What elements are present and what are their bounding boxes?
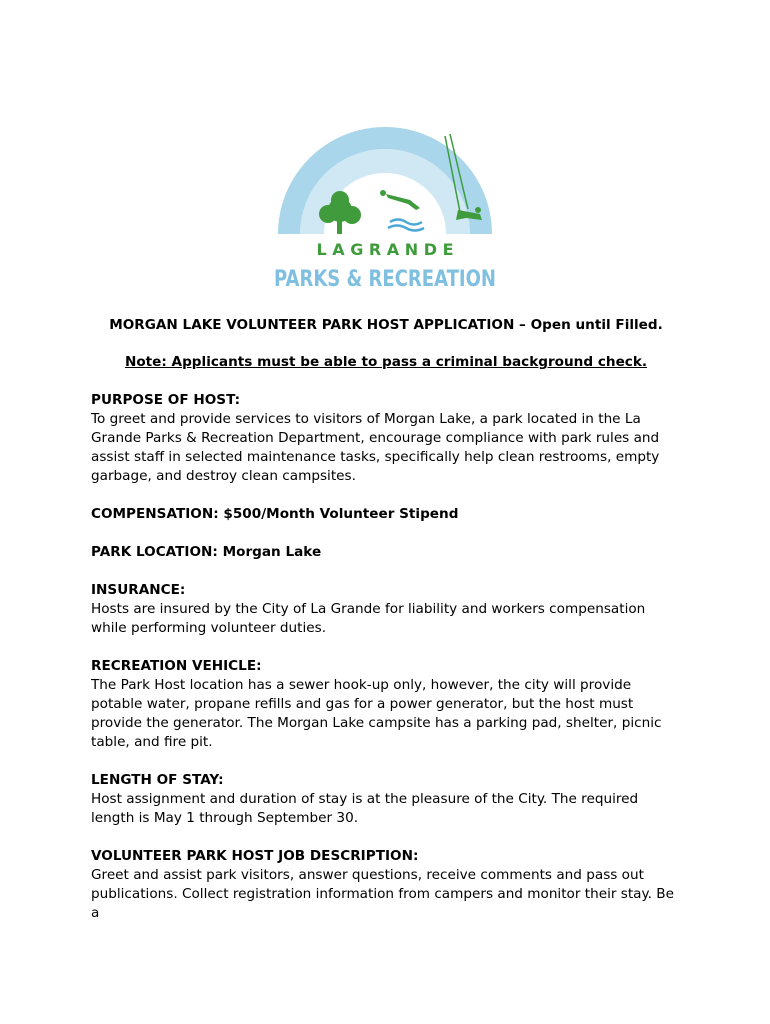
- parks-logo-graphic: [270, 114, 500, 294]
- rv-text: The Park Host location has a sewer hook-up only, however, the city will provide potable water, propane refills and gas for a power generator, but the host must provide the generator. The Morgan Lake campsite has a parking pad, shelter, picnic table, and fire pit.: [91, 677, 662, 750]
- diver-icon: [380, 190, 420, 210]
- rv-section: [91, 657, 681, 752]
- document-body: [91, 316, 681, 923]
- purpose-heading: PURPOSE OF HOST:: [91, 392, 241, 408]
- job-section: [91, 847, 681, 923]
- stay-text: Host assignment and duration of stay is at the pleasure of the City. The required length is May 1 through September 30.: [91, 791, 639, 826]
- stay-section: [91, 771, 681, 828]
- document-title: MORGAN LAKE VOLUNTEER PARK HOST APPLICATION – Open until Filled.: [109, 317, 663, 333]
- logo-line2: PARKS & RECREATION: [274, 267, 496, 292]
- insurance-section: [91, 581, 681, 638]
- purpose-section: [91, 391, 681, 486]
- insurance-heading: INSURANCE:: [91, 582, 186, 598]
- parks-logo: [270, 114, 500, 294]
- stay-heading: LENGTH OF STAY:: [91, 772, 224, 788]
- location-text: PARK LOCATION: Morgan Lake: [91, 544, 322, 560]
- compensation-text: COMPENSATION: $500/Month Volunteer Stipend: [91, 506, 459, 522]
- compensation-section: [91, 505, 681, 524]
- purpose-text: To greet and provide services to visitors of Morgan Lake, a park located in the La Grande Parks & Recreation Department, encourage compliance with park rules and assist staff in selected maintenance tasks, specifically help clean restrooms, empty garbage, and destroy clean campsites.: [91, 411, 660, 484]
- logo-line1: L A G R A N D E: [316, 240, 454, 259]
- job-heading: VOLUNTEER PARK HOST JOB DESCRIPTION:: [91, 848, 419, 864]
- insurance-text: Hosts are insured by the City of La Grande for liability and workers compensation while performing volunteer duties.: [91, 601, 646, 636]
- rv-heading: RECREATION VEHICLE:: [91, 658, 262, 674]
- background-check-note: Note: Applicants must be able to pass a criminal background check.: [124, 354, 648, 370]
- job-text: Greet and assist park visitors, answer questions, receive comments and pass out publications. Collect registration information from campers and monitor their stay. Be a: [91, 867, 674, 921]
- location-section: [91, 543, 681, 562]
